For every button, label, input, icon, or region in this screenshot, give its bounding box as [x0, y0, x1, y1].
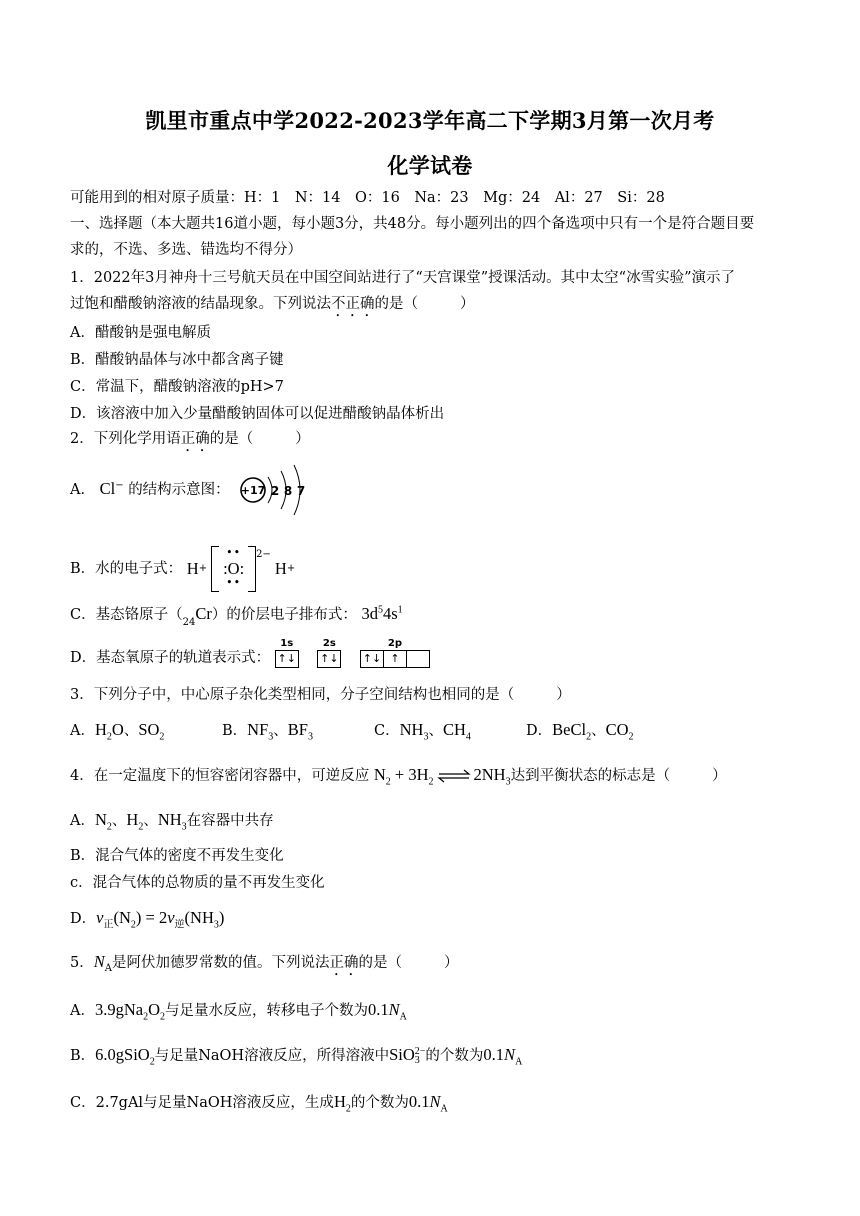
q2-option-b-text: B．水的电子式：	[70, 561, 183, 577]
hydrogen-left: H	[186, 559, 199, 578]
q3-option-c: C．$NH_3$、$CH_4$	[374, 720, 471, 743]
chloride-symbol: Cl	[99, 479, 116, 498]
q4-stem-text: 4．在一定温度下的恒容密闭容器中，可逆反应	[70, 768, 370, 784]
orbital-box: ↑↓	[362, 652, 382, 665]
hydrogen-right: H	[274, 559, 287, 578]
equilibrium-arrow-icon	[437, 769, 471, 783]
orbital-label: 2s	[322, 638, 336, 649]
q3-options	[70, 720, 633, 741]
left-bracket	[211, 546, 219, 592]
chromium-symbol: Cr	[195, 604, 212, 623]
atomic-masses: 可能用到的相对原子质量：H：1 N：14 O：16 Na：23 Mg：24 Al：27 Si：28	[70, 190, 665, 206]
q2-option-c-mid: ）的价层电子排布式：	[211, 607, 357, 623]
avogadro-symbol: N	[93, 952, 105, 971]
q1-option-d: D．该溶液中加入少量醋酸钠固体可以促进醋酸钠晶体析出	[70, 406, 445, 422]
q3-option-d: D．BeCl$_2$、$CO_2$	[526, 720, 634, 743]
q1-option-a: A．醋酸钠是强电解质	[70, 325, 211, 341]
q5-stem-text: 是阿伏加德罗常数的值。下列说法	[111, 955, 330, 971]
q5-stem: 5．$N_A$是阿伏加德罗常数的值。下列说法正确的是（ ）	[70, 952, 459, 974]
q1-stem-line2	[70, 294, 475, 320]
orbital-box: ↑↓	[320, 652, 339, 665]
section-heading-line1: 一、选择题（本大题共16道小题，每小题3分，共48分。每小题列出的四个备选项中只有一个是符合题目要	[70, 216, 755, 232]
chromium-atomic-number: 24	[182, 616, 196, 628]
q1-stem-text: 过饱和醋酸钠溶液的结晶现象。下列说法	[70, 296, 331, 312]
q1-option-c: C．常温下，醋酸钠溶液的pH>7	[70, 379, 284, 395]
q5-emphasis: 正确	[329, 955, 359, 971]
q2-stem	[70, 429, 310, 455]
q4-option-d: D．$v_正(N_2) = 2v_逆(NH_3)$	[70, 908, 225, 931]
oxygen-core: •• :O: ••	[223, 546, 245, 589]
shell-3-electrons: 7	[297, 484, 306, 498]
q2-option-a	[70, 479, 310, 500]
q2-option-c-text: C．基态铬原子（	[70, 607, 183, 623]
shell-1-electrons: 2	[271, 484, 280, 498]
q1-option-b: B．醋酸钠晶体与冰中都含离子键	[70, 352, 284, 368]
q2-option-c	[70, 604, 403, 628]
q2-option-b	[70, 546, 295, 592]
q5-option-b: B．6.0gSiO$_2$与足量NaOH溶液反应，所得溶液中SiO 2− 3 的个数为$0.1N_A$	[70, 1045, 523, 1068]
orbital-2s	[317, 638, 341, 668]
q2-option-d	[70, 638, 444, 668]
q4-option-a: A．$N_2$、$H_2$、$NH_3$在容器中共存	[70, 810, 274, 833]
q3-option-a: A．$H_2O$、$SO_2$	[70, 720, 165, 743]
q2-option-d-text: D．基态氧原子的轨道表示式：	[70, 650, 271, 666]
q5-option-a: A．$3.9gNa_2O_2$与足量水反应，转移电子个数为$0.1N_A$	[70, 1000, 407, 1023]
q1-stem-tail: 的是（	[374, 296, 418, 312]
q2-paren-close: ）	[295, 431, 310, 447]
orbital-box: ↑↓	[277, 652, 296, 665]
q4-paren-close: ）	[712, 768, 727, 784]
chlorine-atom-structure-diagram	[240, 459, 310, 521]
q4-stem-tail: 达到平衡状态的标志是（	[510, 768, 671, 784]
orbital-1s	[275, 638, 299, 668]
q4-equation: $N_2 + 3H_2$ $2NH_3$	[373, 765, 511, 788]
oxygen-symbol: :O:	[223, 559, 245, 578]
q3-stem	[70, 685, 571, 705]
q2-emphasis: 正确	[180, 431, 210, 447]
water-electron-formula: H + •• :O: •• $^{2-}$ H +	[187, 546, 295, 592]
nucleus-charge: +17	[241, 484, 266, 497]
q3-paren-close: ）	[556, 687, 571, 703]
orbital-box	[406, 651, 429, 667]
exam-subtitle: 化学试卷	[387, 153, 473, 178]
chromium-config: $3d^54s^1$	[361, 604, 403, 623]
q4-option-b: B．混合气体的密度不再发生变化	[70, 848, 284, 864]
q5-option-c: C．2.7gAl与足量NaOH溶液反应，生成$H_2$的个数为$0.1N_A$	[70, 1092, 448, 1115]
option-letter: A．	[70, 482, 95, 498]
orbital-2p	[360, 638, 430, 668]
orbital-label: 1s	[280, 638, 294, 649]
exam-title: 凯里市重点中学2022-2023学年高二下学期3月第一次月考	[145, 108, 715, 133]
q2-option-a-text: 的结构示意图：	[128, 482, 230, 498]
q3-stem-text: 3．下列分子中，中心原子杂化类型相同，分子空间结构也相同的是（	[70, 687, 515, 703]
shell-2-electrons: 8	[284, 484, 293, 498]
right-bracket	[248, 546, 256, 592]
orbital-box: ↑	[383, 651, 406, 667]
q1-emphasis: 不正确	[331, 296, 375, 312]
q2-stem-text: 2．下列化学用语	[70, 431, 181, 447]
q4-stem	[70, 765, 727, 786]
q2-stem-tail: 的是（	[209, 431, 254, 447]
q4-option-c: c．混合气体的总物质的量不再发生变化	[70, 875, 325, 891]
section-heading-line2: 求的，不选、多选、错选均不得分）	[70, 242, 302, 258]
chloride-charge: −	[115, 480, 124, 492]
q3-option-b: B．$NF_3$、$BF_3$	[222, 720, 313, 743]
q1-paren-close: ）	[460, 296, 475, 312]
q1-stem-line1: 1．2022年3月神舟十三号航天员在中国空间站进行了“天宫课堂”授课活动。其中太空“冰雪实验”演示了	[70, 270, 735, 286]
orbital-label: 2p	[387, 638, 403, 649]
